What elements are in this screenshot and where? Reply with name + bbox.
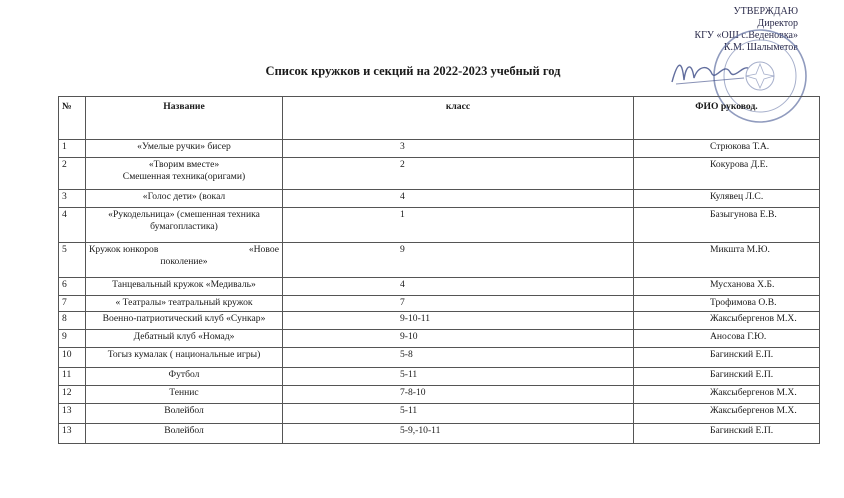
club-name: «Рукодельница» (смешенная техника	[108, 209, 260, 220]
club-name-cell	[86, 312, 283, 330]
club-name-cell	[86, 140, 283, 158]
club-name: Кружок юнкоров	[89, 244, 159, 255]
table-row	[59, 243, 820, 278]
club-name-cell	[86, 243, 283, 278]
club-name-cell	[86, 190, 283, 208]
club-name-line-2: поколение»	[160, 256, 208, 267]
club-name-cell	[86, 386, 283, 404]
class-cell: 9	[283, 243, 634, 278]
club-name-cell	[86, 424, 283, 444]
club-name: Теннис	[169, 387, 199, 398]
class-cell: 7	[283, 296, 634, 312]
table-row	[59, 330, 820, 348]
row-number: 4	[59, 208, 86, 243]
row-number: 12	[59, 386, 86, 404]
approval-line-1: УТВЕРЖДАЮ	[733, 6, 798, 17]
class-cell: 5-9,-10-11	[283, 424, 634, 444]
teacher-cell: Багинский Е.П.	[634, 368, 820, 386]
club-name-cell	[86, 348, 283, 368]
row-number: 13	[59, 404, 86, 424]
table-row	[59, 158, 820, 190]
table-header-row	[59, 97, 820, 140]
row-number: 7	[59, 296, 86, 312]
teacher-cell: Микшта М.Ю.	[634, 243, 820, 278]
club-name: Военно-патриотический клуб «Сункар»	[102, 313, 266, 324]
teacher-cell: Кокурова Д.Е.	[634, 158, 820, 190]
class-cell: 9-10-11	[283, 312, 634, 330]
teacher-cell: Жаксыбергенов М.Х.	[634, 386, 820, 404]
header-class: класс	[283, 97, 634, 140]
teacher-cell: Трофимова О.В.	[634, 296, 820, 312]
class-cell: 5-8	[283, 348, 634, 368]
teacher-cell: Базыгунова Е.В.	[634, 208, 820, 243]
club-name: «Умелые ручки» бисер	[137, 141, 231, 152]
row-number: 1	[59, 140, 86, 158]
teacher-cell: Жаксыбергенов М.Х.	[634, 312, 820, 330]
club-name-cell	[86, 404, 283, 424]
table-row	[59, 424, 820, 444]
teacher-cell: Мусханова Х.Б.	[634, 278, 820, 296]
row-number: 5	[59, 243, 86, 278]
club-name-cell	[86, 368, 283, 386]
club-name: Волейбол	[164, 425, 204, 436]
row-number: 10	[59, 348, 86, 368]
club-name-cell	[86, 208, 283, 243]
club-name-line-2: бумагопластика)	[150, 221, 218, 232]
row-number: 8	[59, 312, 86, 330]
club-name-line-2: Смешенная техника(оригами)	[122, 171, 246, 182]
club-name-right: «Новое	[248, 244, 279, 255]
class-cell: 4	[283, 190, 634, 208]
class-cell: 5-11	[283, 404, 634, 424]
table-row	[59, 296, 820, 312]
club-name-cell	[86, 278, 283, 296]
club-name: « Театралы» театральный кружок	[115, 297, 253, 308]
page-title: Список кружков и секций на 2022-2023 учебный год	[265, 64, 561, 78]
row-number: 2	[59, 158, 86, 190]
club-name: «Голос дети» (вокал	[142, 191, 226, 202]
class-cell: 9-10	[283, 330, 634, 348]
row-number: 3	[59, 190, 86, 208]
row-number: 11	[59, 368, 86, 386]
table-row	[59, 140, 820, 158]
table-row	[59, 386, 820, 404]
approval-line-2: Директор	[757, 18, 798, 29]
class-cell: 7-8-10	[283, 386, 634, 404]
club-name: Дебатный клуб «Номад»	[133, 331, 235, 342]
header-name: Название	[86, 97, 283, 140]
row-number: 9	[59, 330, 86, 348]
class-cell: 3	[283, 140, 634, 158]
club-name-cell	[86, 330, 283, 348]
clubs-table	[58, 96, 820, 444]
club-name: «Творим вместе»	[148, 159, 220, 170]
teacher-cell: Стрюкова Т.А.	[634, 140, 820, 158]
class-cell: 2	[283, 158, 634, 190]
table-row	[59, 404, 820, 424]
teacher-cell: Кулявец Л.С.	[634, 190, 820, 208]
club-name-cell	[86, 158, 283, 190]
club-name: Тогыз кумалак ( национальные игры)	[107, 349, 261, 360]
table-row	[59, 368, 820, 386]
table-row	[59, 312, 820, 330]
table-row	[59, 208, 820, 243]
approval-line-4: К.М. Шалыметов	[723, 42, 798, 53]
row-number: 13	[59, 424, 86, 444]
club-name-cell	[86, 296, 283, 312]
table-row	[59, 348, 820, 368]
teacher-cell: Жаксыбергенов М.Х.	[634, 404, 820, 424]
club-name: Танцевальный кружок «Медиваль»	[112, 279, 256, 290]
teacher-cell: Багинский Е.П.	[634, 348, 820, 368]
class-cell: 1	[283, 208, 634, 243]
header-number: №	[59, 97, 86, 140]
club-name: Волейбол	[164, 405, 204, 416]
table-row	[59, 190, 820, 208]
table-row	[59, 278, 820, 296]
class-cell: 5-11	[283, 368, 634, 386]
club-name: Футбол	[168, 369, 200, 380]
teacher-cell: Аносова Г.Ю.	[634, 330, 820, 348]
approval-line-3: КГУ «ОШ с.Веденовка»	[694, 30, 798, 41]
teacher-cell: Багинский Е.П.	[634, 424, 820, 444]
header-teacher: ФИО руковод.	[634, 97, 820, 140]
class-cell: 4	[283, 278, 634, 296]
row-number: 6	[59, 278, 86, 296]
